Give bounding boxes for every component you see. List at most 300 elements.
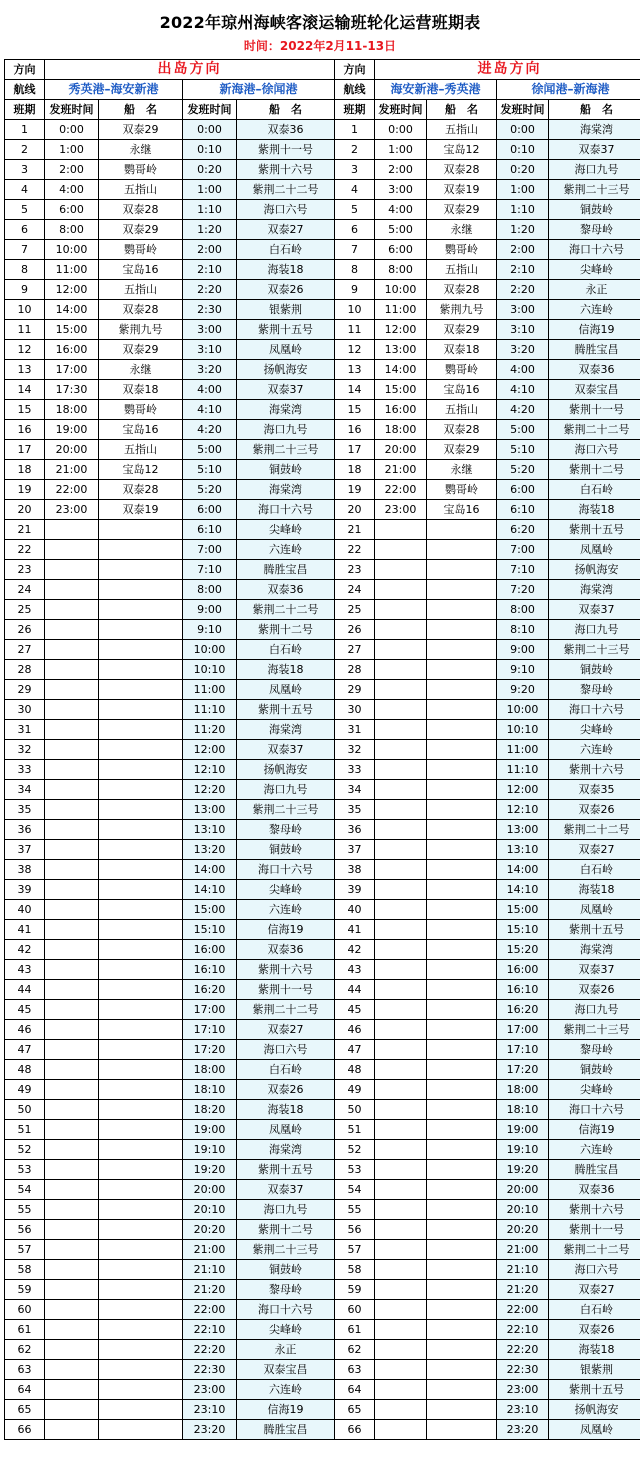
ship-name-in-2: 双泰37 xyxy=(549,600,640,620)
ship-name-out-1 xyxy=(99,740,183,760)
table-row xyxy=(5,120,640,140)
ship-name-out-2: 紫荆二十二号 xyxy=(237,600,335,620)
ship-name-in-1 xyxy=(427,600,497,620)
table-row xyxy=(5,1200,640,1220)
shift-number-in: 39 xyxy=(335,880,375,900)
depart-time-out-1 xyxy=(45,860,99,880)
depart-time-in-2: 4:00 xyxy=(497,360,549,380)
ship-name-in-1 xyxy=(427,860,497,880)
ship-name-out-2: 扬帆海安 xyxy=(237,360,335,380)
depart-time-out-1: 21:00 xyxy=(45,460,99,480)
ship-name-in-1 xyxy=(427,1140,497,1160)
ship-name-out-2: 双泰36 xyxy=(237,940,335,960)
ship-name-in-1 xyxy=(427,680,497,700)
depart-time-out-1 xyxy=(45,1260,99,1280)
shift-number-in: 6 xyxy=(335,220,375,240)
ship-name-out-1 xyxy=(99,1360,183,1380)
ship-name-out-1: 双泰29 xyxy=(99,340,183,360)
shift-number-in: 34 xyxy=(335,780,375,800)
depart-time-in-1: 15:00 xyxy=(375,380,427,400)
depart-time-out-2: 11:00 xyxy=(183,680,237,700)
header-ship-name-out-1: 船 名 xyxy=(99,100,183,120)
ship-name-out-1: 永继 xyxy=(99,360,183,380)
depart-time-in-2: 6:20 xyxy=(497,520,549,540)
depart-time-out-1 xyxy=(45,960,99,980)
shift-number-out: 35 xyxy=(5,800,45,820)
ship-name-in-1 xyxy=(427,720,497,740)
ship-name-out-1: 五指山 xyxy=(99,440,183,460)
shift-number-out: 56 xyxy=(5,1220,45,1240)
depart-time-in-2: 3:20 xyxy=(497,340,549,360)
ship-name-out-1: 宝岛16 xyxy=(99,420,183,440)
ship-name-in-1: 双泰29 xyxy=(427,320,497,340)
ship-name-in-1 xyxy=(427,1320,497,1340)
ship-name-out-2: 永正 xyxy=(237,1340,335,1360)
ship-name-in-2: 双泰27 xyxy=(549,840,640,860)
depart-time-out-1 xyxy=(45,680,99,700)
depart-time-out-1 xyxy=(45,620,99,640)
shift-number-out: 42 xyxy=(5,940,45,960)
shift-number-out: 44 xyxy=(5,980,45,1000)
ship-name-in-2: 双泰26 xyxy=(549,800,640,820)
depart-time-in-2: 1:00 xyxy=(497,180,549,200)
table-row xyxy=(5,680,640,700)
depart-time-out-1 xyxy=(45,780,99,800)
ship-name-in-1 xyxy=(427,1000,497,1020)
shift-number-in: 52 xyxy=(335,1140,375,1160)
ship-name-in-2: 信海19 xyxy=(549,1120,640,1140)
shift-number-in: 59 xyxy=(335,1280,375,1300)
ship-name-in-1 xyxy=(427,620,497,640)
depart-time-in-1 xyxy=(375,640,427,660)
shift-number-in: 51 xyxy=(335,1120,375,1140)
depart-time-out-1 xyxy=(45,1000,99,1020)
depart-time-out-2: 1:10 xyxy=(183,200,237,220)
shift-number-in: 66 xyxy=(335,1420,375,1440)
ship-name-out-1 xyxy=(99,880,183,900)
depart-time-in-2: 17:00 xyxy=(497,1020,549,1040)
shift-number-out: 51 xyxy=(5,1120,45,1140)
ship-name-out-2: 双泰26 xyxy=(237,1080,335,1100)
shift-number-in: 64 xyxy=(335,1380,375,1400)
ship-name-out-1: 鹦哥岭 xyxy=(99,160,183,180)
ship-name-in-1: 五指山 xyxy=(427,120,497,140)
ship-name-out-2: 六连岭 xyxy=(237,900,335,920)
depart-time-in-2: 9:00 xyxy=(497,640,549,660)
shift-number-out: 16 xyxy=(5,420,45,440)
depart-time-out-2: 12:20 xyxy=(183,780,237,800)
header-depart-time-in-2: 发班时间 xyxy=(497,100,549,120)
ship-name-out-2: 尖峰岭 xyxy=(237,880,335,900)
depart-time-in-2: 4:20 xyxy=(497,400,549,420)
depart-time-out-1 xyxy=(45,940,99,960)
shift-number-out: 49 xyxy=(5,1080,45,1100)
ship-name-in-1 xyxy=(427,1220,497,1240)
depart-time-in-2: 17:20 xyxy=(497,1060,549,1080)
ship-name-out-1: 鹦哥岭 xyxy=(99,400,183,420)
ship-name-in-2: 紫荆十五号 xyxy=(549,1380,640,1400)
depart-time-in-1 xyxy=(375,1060,427,1080)
depart-time-out-1 xyxy=(45,1020,99,1040)
depart-time-out-2: 19:10 xyxy=(183,1140,237,1160)
depart-time-out-2: 17:10 xyxy=(183,1020,237,1040)
shift-number-in: 58 xyxy=(335,1260,375,1280)
depart-time-out-2: 4:10 xyxy=(183,400,237,420)
table-row xyxy=(5,940,640,960)
depart-time-in-1 xyxy=(375,1040,427,1060)
ship-name-out-1: 永继 xyxy=(99,140,183,160)
shift-number-in: 36 xyxy=(335,820,375,840)
shift-number-in: 8 xyxy=(335,260,375,280)
ship-name-out-2: 腾胜宝昌 xyxy=(237,560,335,580)
table-row xyxy=(5,600,640,620)
ship-name-out-1: 鹦哥岭 xyxy=(99,240,183,260)
shift-number-in: 42 xyxy=(335,940,375,960)
depart-time-out-1 xyxy=(45,520,99,540)
depart-time-in-1 xyxy=(375,840,427,860)
ship-name-out-2: 海口六号 xyxy=(237,1040,335,1060)
depart-time-out-2: 11:20 xyxy=(183,720,237,740)
shift-number-out: 30 xyxy=(5,700,45,720)
depart-time-out-2: 3:10 xyxy=(183,340,237,360)
depart-time-out-1: 2:00 xyxy=(45,160,99,180)
table-row xyxy=(5,960,640,980)
ship-name-in-2: 凤凰岭 xyxy=(549,540,640,560)
depart-time-in-2: 2:20 xyxy=(497,280,549,300)
depart-time-out-1: 23:00 xyxy=(45,500,99,520)
ship-name-in-1: 紫荆九号 xyxy=(427,300,497,320)
depart-time-in-2: 7:10 xyxy=(497,560,549,580)
ship-name-in-2: 双泰26 xyxy=(549,980,640,1000)
depart-time-out-2: 15:00 xyxy=(183,900,237,920)
depart-time-out-2: 11:10 xyxy=(183,700,237,720)
depart-time-out-1 xyxy=(45,1420,99,1440)
ship-name-in-2: 海棠湾 xyxy=(549,940,640,960)
depart-time-in-2: 23:20 xyxy=(497,1420,549,1440)
ship-name-out-2: 紫荆二十三号 xyxy=(237,800,335,820)
shift-number-out: 19 xyxy=(5,480,45,500)
depart-time-out-2: 2:30 xyxy=(183,300,237,320)
ship-name-in-2: 六连岭 xyxy=(549,740,640,760)
ship-name-in-2: 双泰宝昌 xyxy=(549,380,640,400)
depart-time-in-2: 1:20 xyxy=(497,220,549,240)
shift-number-in: 62 xyxy=(335,1340,375,1360)
depart-time-out-1 xyxy=(45,1240,99,1260)
depart-time-out-2: 13:10 xyxy=(183,820,237,840)
depart-time-in-1 xyxy=(375,880,427,900)
ship-name-in-1 xyxy=(427,1180,497,1200)
depart-time-in-2: 22:20 xyxy=(497,1340,549,1360)
shift-number-in: 30 xyxy=(335,700,375,720)
shift-number-in: 54 xyxy=(335,1180,375,1200)
shift-number-in: 63 xyxy=(335,1360,375,1380)
ship-name-out-2: 凤凰岭 xyxy=(237,1120,335,1140)
table-row xyxy=(5,440,640,460)
depart-time-out-2: 18:00 xyxy=(183,1060,237,1080)
depart-time-in-2: 22:30 xyxy=(497,1360,549,1380)
depart-time-in-2: 0:10 xyxy=(497,140,549,160)
shift-number-in: 26 xyxy=(335,620,375,640)
table-row xyxy=(5,1180,640,1200)
ship-name-out-2: 六连岭 xyxy=(237,540,335,560)
depart-time-in-1: 13:00 xyxy=(375,340,427,360)
table-row xyxy=(5,500,640,520)
depart-time-in-1: 11:00 xyxy=(375,300,427,320)
ship-name-in-2: 白石岭 xyxy=(549,480,640,500)
header-depart-time-out-2: 发班时间 xyxy=(183,100,237,120)
ship-name-out-1 xyxy=(99,1140,183,1160)
table-row xyxy=(5,920,640,940)
table-row xyxy=(5,420,640,440)
depart-time-out-2: 20:10 xyxy=(183,1200,237,1220)
shift-number-out: 38 xyxy=(5,860,45,880)
depart-time-out-2: 10:10 xyxy=(183,660,237,680)
shift-number-out: 55 xyxy=(5,1200,45,1220)
depart-time-in-1: 5:00 xyxy=(375,220,427,240)
depart-time-in-2: 16:00 xyxy=(497,960,549,980)
ship-name-in-2: 六连岭 xyxy=(549,300,640,320)
ship-name-in-1 xyxy=(427,900,497,920)
shift-number-out: 22 xyxy=(5,540,45,560)
depart-time-out-1 xyxy=(45,560,99,580)
depart-time-out-1 xyxy=(45,900,99,920)
ship-name-in-1: 鹦哥岭 xyxy=(427,360,497,380)
header-row-columns xyxy=(5,100,640,120)
shift-number-in: 60 xyxy=(335,1300,375,1320)
depart-time-in-1 xyxy=(375,1160,427,1180)
ship-name-in-1: 五指山 xyxy=(427,400,497,420)
depart-time-in-2: 14:00 xyxy=(497,860,549,880)
ship-name-out-1 xyxy=(99,820,183,840)
depart-time-in-1 xyxy=(375,1320,427,1340)
depart-time-in-1 xyxy=(375,1120,427,1140)
shift-number-in: 40 xyxy=(335,900,375,920)
shift-number-in: 22 xyxy=(335,540,375,560)
shift-number-out: 24 xyxy=(5,580,45,600)
header-out-direction: 出岛方向 xyxy=(45,60,335,80)
depart-time-out-2: 16:00 xyxy=(183,940,237,960)
depart-time-in-1 xyxy=(375,560,427,580)
depart-time-out-1 xyxy=(45,1400,99,1420)
shift-number-out: 18 xyxy=(5,460,45,480)
depart-time-out-1: 20:00 xyxy=(45,440,99,460)
table-row xyxy=(5,720,640,740)
ship-name-in-1 xyxy=(427,1300,497,1320)
table-row xyxy=(5,1020,640,1040)
shift-number-in: 10 xyxy=(335,300,375,320)
depart-time-out-2: 21:10 xyxy=(183,1260,237,1280)
depart-time-in-2: 21:00 xyxy=(497,1240,549,1260)
ship-name-in-2: 海口十六号 xyxy=(549,700,640,720)
depart-time-out-2: 8:00 xyxy=(183,580,237,600)
shift-number-in: 55 xyxy=(335,1200,375,1220)
ship-name-out-2: 双泰37 xyxy=(237,380,335,400)
ship-name-in-2: 双泰36 xyxy=(549,1180,640,1200)
ship-name-in-2: 腾胜宝昌 xyxy=(549,340,640,360)
ship-name-out-2: 凤凰岭 xyxy=(237,340,335,360)
ship-name-in-1: 双泰28 xyxy=(427,420,497,440)
depart-time-out-2: 5:20 xyxy=(183,480,237,500)
shift-number-in: 49 xyxy=(335,1080,375,1100)
depart-time-in-2: 5:00 xyxy=(497,420,549,440)
table-row xyxy=(5,300,640,320)
depart-time-in-1 xyxy=(375,1400,427,1420)
table-row xyxy=(5,520,640,540)
ship-name-in-1: 双泰19 xyxy=(427,180,497,200)
depart-time-out-2: 7:10 xyxy=(183,560,237,580)
ship-name-in-2: 黎母岭 xyxy=(549,220,640,240)
ship-name-out-2: 海口十六号 xyxy=(237,860,335,880)
ship-name-out-1 xyxy=(99,840,183,860)
shift-number-in: 29 xyxy=(335,680,375,700)
depart-time-out-2: 4:20 xyxy=(183,420,237,440)
table-row xyxy=(5,760,640,780)
shift-number-out: 62 xyxy=(5,1340,45,1360)
header-in-route-1: 海安新港–秀英港 xyxy=(375,80,497,100)
depart-time-out-2: 18:10 xyxy=(183,1080,237,1100)
depart-time-out-1 xyxy=(45,980,99,1000)
depart-time-in-1 xyxy=(375,720,427,740)
ship-name-out-2: 凤凰岭 xyxy=(237,680,335,700)
depart-time-out-1 xyxy=(45,1340,99,1360)
ship-name-out-1 xyxy=(99,960,183,980)
shift-number-in: 7 xyxy=(335,240,375,260)
depart-time-out-2: 17:00 xyxy=(183,1000,237,1020)
depart-time-in-1 xyxy=(375,700,427,720)
depart-time-in-1: 0:00 xyxy=(375,120,427,140)
depart-time-in-1: 22:00 xyxy=(375,480,427,500)
ship-name-in-2: 信海19 xyxy=(549,320,640,340)
ship-name-in-2: 六连岭 xyxy=(549,1140,640,1160)
depart-time-out-1: 4:00 xyxy=(45,180,99,200)
ship-name-in-2: 腾胜宝昌 xyxy=(549,1160,640,1180)
shift-number-out: 10 xyxy=(5,300,45,320)
ship-name-out-1 xyxy=(99,1380,183,1400)
ship-name-in-1: 双泰28 xyxy=(427,160,497,180)
ship-name-in-2: 紫荆二十二号 xyxy=(549,820,640,840)
table-row xyxy=(5,700,640,720)
depart-time-out-1 xyxy=(45,820,99,840)
ship-name-in-2: 海棠湾 xyxy=(549,580,640,600)
ship-name-in-2: 永正 xyxy=(549,280,640,300)
table-row xyxy=(5,480,640,500)
ship-name-out-2: 紫荆十一号 xyxy=(237,140,335,160)
table-row xyxy=(5,1280,640,1300)
shift-number-in: 5 xyxy=(335,200,375,220)
shift-number-out: 45 xyxy=(5,1000,45,1020)
header-out-route-1: 秀英港–海安新港 xyxy=(45,80,183,100)
ship-name-in-1 xyxy=(427,920,497,940)
ship-name-in-2: 海棠湾 xyxy=(549,120,640,140)
shift-number-out: 65 xyxy=(5,1400,45,1420)
table-row xyxy=(5,660,640,680)
ship-name-in-1 xyxy=(427,1260,497,1280)
depart-time-in-2: 2:00 xyxy=(497,240,549,260)
depart-time-in-2: 23:10 xyxy=(497,1400,549,1420)
table-row xyxy=(5,1160,640,1180)
ship-name-in-1 xyxy=(427,960,497,980)
shift-number-out: 1 xyxy=(5,120,45,140)
depart-time-out-1 xyxy=(45,1300,99,1320)
shift-number-out: 25 xyxy=(5,600,45,620)
depart-time-in-2: 9:20 xyxy=(497,680,549,700)
table-row xyxy=(5,400,640,420)
depart-time-in-2: 0:20 xyxy=(497,160,549,180)
ship-name-in-1 xyxy=(427,780,497,800)
shift-number-out: 54 xyxy=(5,1180,45,1200)
shift-number-in: 57 xyxy=(335,1240,375,1260)
ship-name-in-2: 紫荆十六号 xyxy=(549,760,640,780)
ship-name-out-1: 双泰18 xyxy=(99,380,183,400)
depart-time-out-1: 12:00 xyxy=(45,280,99,300)
ship-name-out-2: 腾胜宝昌 xyxy=(237,1420,335,1440)
ship-name-out-2: 铜鼓岭 xyxy=(237,1260,335,1280)
ship-name-in-2: 白石岭 xyxy=(549,860,640,880)
shift-number-out: 64 xyxy=(5,1380,45,1400)
header-depart-time-out-1: 发班时间 xyxy=(45,100,99,120)
shift-number-out: 17 xyxy=(5,440,45,460)
depart-time-in-1 xyxy=(375,1280,427,1300)
depart-time-in-1: 3:00 xyxy=(375,180,427,200)
shift-number-out: 40 xyxy=(5,900,45,920)
ship-name-out-1 xyxy=(99,1340,183,1360)
shift-number-out: 50 xyxy=(5,1100,45,1120)
ship-name-in-1: 宝岛16 xyxy=(427,380,497,400)
depart-time-out-2: 22:00 xyxy=(183,1300,237,1320)
header-in-route-2: 徐闻港–新海港 xyxy=(497,80,640,100)
ship-name-in-1 xyxy=(427,840,497,860)
depart-time-in-1 xyxy=(375,780,427,800)
table-row xyxy=(5,1420,640,1440)
header-route-label-out: 航线 xyxy=(5,80,45,100)
depart-time-out-1 xyxy=(45,1380,99,1400)
table-row xyxy=(5,360,640,380)
shift-number-in: 4 xyxy=(335,180,375,200)
ship-name-out-1 xyxy=(99,860,183,880)
depart-time-out-1: 17:30 xyxy=(45,380,99,400)
shift-number-out: 21 xyxy=(5,520,45,540)
depart-time-in-2: 2:10 xyxy=(497,260,549,280)
depart-time-out-2: 23:00 xyxy=(183,1380,237,1400)
depart-time-in-2: 3:10 xyxy=(497,320,549,340)
depart-time-in-2: 5:20 xyxy=(497,460,549,480)
ship-name-out-2: 双泰27 xyxy=(237,1020,335,1040)
table-row xyxy=(5,200,640,220)
depart-time-out-1 xyxy=(45,1220,99,1240)
depart-time-out-2: 13:00 xyxy=(183,800,237,820)
ship-name-out-1 xyxy=(99,620,183,640)
depart-time-in-1 xyxy=(375,1420,427,1440)
ship-name-in-2: 紫荆二十二号 xyxy=(549,420,640,440)
ship-name-out-2: 紫荆十五号 xyxy=(237,320,335,340)
depart-time-in-1 xyxy=(375,1300,427,1320)
depart-time-in-1 xyxy=(375,960,427,980)
depart-time-in-2: 7:20 xyxy=(497,580,549,600)
ship-name-in-1 xyxy=(427,740,497,760)
depart-time-out-1: 11:00 xyxy=(45,260,99,280)
shift-number-out: 28 xyxy=(5,660,45,680)
shift-number-in: 48 xyxy=(335,1060,375,1080)
depart-time-in-2: 18:00 xyxy=(497,1080,549,1100)
ship-name-in-2: 双泰37 xyxy=(549,140,640,160)
ship-name-in-1 xyxy=(427,820,497,840)
ship-name-in-1 xyxy=(427,1380,497,1400)
depart-time-in-2: 12:10 xyxy=(497,800,549,820)
table-row xyxy=(5,340,640,360)
table-row xyxy=(5,740,640,760)
depart-time-in-1: 20:00 xyxy=(375,440,427,460)
depart-time-out-1: 18:00 xyxy=(45,400,99,420)
